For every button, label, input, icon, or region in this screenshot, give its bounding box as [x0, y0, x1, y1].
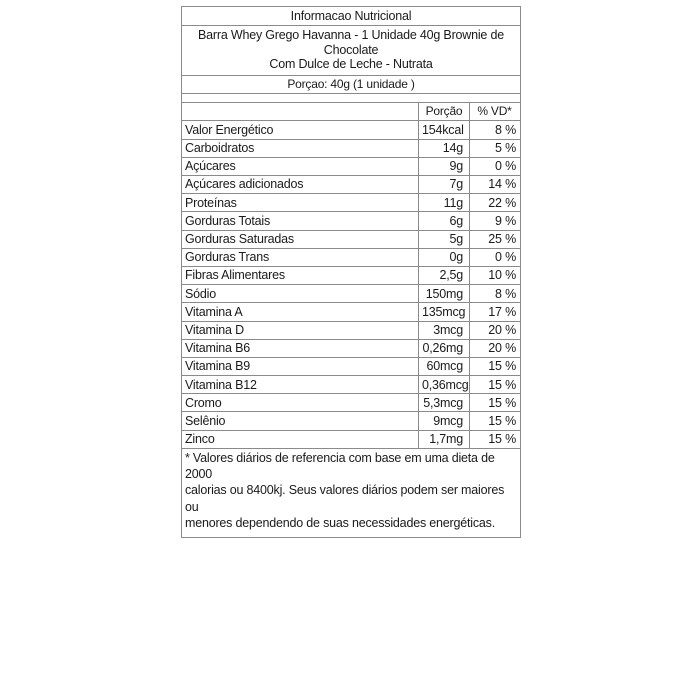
- nutrient-name: Proteínas: [182, 194, 419, 212]
- nutrient-amount: 1,7mg: [419, 430, 470, 448]
- nutrient-name: Zinco: [182, 430, 419, 448]
- nutrient-amount: 2,5g: [419, 266, 470, 284]
- table-row: [182, 339, 520, 357]
- nutrient-daily-value: 0 %: [470, 248, 521, 266]
- footnote-line: calorias ou 8400kj. Seus valores diários podem ser maiores ou: [185, 483, 505, 514]
- nutrient-daily-value: 17 %: [470, 303, 521, 321]
- column-header-nutrient: [182, 103, 419, 121]
- nutrient-amount: 60mcg: [419, 357, 470, 375]
- nutrient-table: [182, 103, 520, 449]
- footnote: [182, 449, 520, 537]
- table-row: [182, 412, 520, 430]
- nutrient-daily-value: 8 %: [470, 121, 521, 139]
- table-row: [182, 230, 520, 248]
- table-row: [182, 394, 520, 412]
- nutrient-daily-value: 0 %: [470, 157, 521, 175]
- table-row: [182, 157, 520, 175]
- table-row: [182, 430, 520, 448]
- table-row: [182, 194, 520, 212]
- nutrient-daily-value: 20 %: [470, 339, 521, 357]
- nutrient-amount: 6g: [419, 212, 470, 230]
- nutrient-daily-value: 20 %: [470, 321, 521, 339]
- nutrient-amount: 9g: [419, 157, 470, 175]
- product-name: [182, 26, 520, 75]
- nutrient-name: Vitamina A: [182, 303, 419, 321]
- table-row: [182, 121, 520, 139]
- nutrient-name: Vitamina B12: [182, 376, 419, 394]
- serving-size: Porçao: 40g (1 unidade ): [182, 76, 520, 95]
- product-name-line-2: Com Dulce de Leche - Nutrata: [269, 57, 433, 72]
- nutrient-amount: 9mcg: [419, 412, 470, 430]
- nutrient-amount: 14g: [419, 139, 470, 157]
- nutrient-daily-value: 9 %: [470, 212, 521, 230]
- nutrient-amount: 135mcg: [419, 303, 470, 321]
- nutrient-amount: 154kcal: [419, 121, 470, 139]
- nutrient-daily-value: 15 %: [470, 376, 521, 394]
- nutrient-name: Cromo: [182, 394, 419, 412]
- nutrient-amount: 11g: [419, 194, 470, 212]
- nutrient-amount: 3mcg: [419, 321, 470, 339]
- nutrient-amount: 5,3mcg: [419, 394, 470, 412]
- nutrient-daily-value: 10 %: [470, 266, 521, 284]
- nutrient-name: Gorduras Totais: [182, 212, 419, 230]
- column-header-portion: Porção: [419, 103, 470, 121]
- nutrient-name: Vitamina B9: [182, 357, 419, 375]
- table-row: [182, 139, 520, 157]
- nutrient-name: Fibras Alimentares: [182, 266, 419, 284]
- nutrient-name: Açúcares adicionados: [182, 176, 419, 194]
- nutrient-daily-value: 15 %: [470, 430, 521, 448]
- nutrient-daily-value: 8 %: [470, 285, 521, 303]
- nutrient-amount: 0,36mcg: [419, 376, 470, 394]
- nutrient-daily-value: 22 %: [470, 194, 521, 212]
- table-row: [182, 376, 520, 394]
- nutrient-daily-value: 15 %: [470, 412, 521, 430]
- nutrient-amount: 7g: [419, 176, 470, 194]
- nutrient-name: Gorduras Trans: [182, 248, 419, 266]
- table-row: [182, 285, 520, 303]
- nutrient-name: Valor Energético: [182, 121, 419, 139]
- table-row: [182, 266, 520, 284]
- nutrient-amount: 150mg: [419, 285, 470, 303]
- table-row: [182, 176, 520, 194]
- footnote-line: menores dependendo de suas necessidades energéticas.: [185, 515, 495, 530]
- nutrient-amount: 0g: [419, 248, 470, 266]
- table-row: [182, 212, 520, 230]
- table-row: [182, 248, 520, 266]
- nutrient-daily-value: 25 %: [470, 230, 521, 248]
- nutrient-daily-value: 14 %: [470, 176, 521, 194]
- table-row: [182, 321, 520, 339]
- table-row: [182, 303, 520, 321]
- nutrient-name: Sódio: [182, 285, 419, 303]
- nutrient-amount: 0,26mg: [419, 339, 470, 357]
- table-header-row: [182, 103, 520, 121]
- nutrient-daily-value: 15 %: [470, 394, 521, 412]
- nutrient-rows: [182, 121, 520, 448]
- nutrient-name: Gorduras Saturadas: [182, 230, 419, 248]
- column-header-daily-value: % VD*: [470, 103, 521, 121]
- divider: [182, 94, 520, 103]
- nutrient-daily-value: 15 %: [470, 357, 521, 375]
- footnote-line: * Valores diários de referencia com base em uma dieta de 2000: [185, 450, 495, 482]
- nutrition-facts-label: [181, 6, 521, 538]
- nutrient-amount: 5g: [419, 230, 470, 248]
- table-row: [182, 357, 520, 375]
- nutrient-name: Selênio: [182, 412, 419, 430]
- product-name-line-1: Barra Whey Grego Havanna - 1 Unidade 40g Brownie de Chocolate: [198, 28, 504, 57]
- nutrient-name: Vitamina D: [182, 321, 419, 339]
- nutrient-name: Vitamina B6: [182, 339, 419, 357]
- nutrient-daily-value: 5 %: [470, 139, 521, 157]
- nutrient-name: Carboidratos: [182, 139, 419, 157]
- nutrient-name: Açúcares: [182, 157, 419, 175]
- label-title: Informacao Nutricional: [182, 7, 520, 26]
